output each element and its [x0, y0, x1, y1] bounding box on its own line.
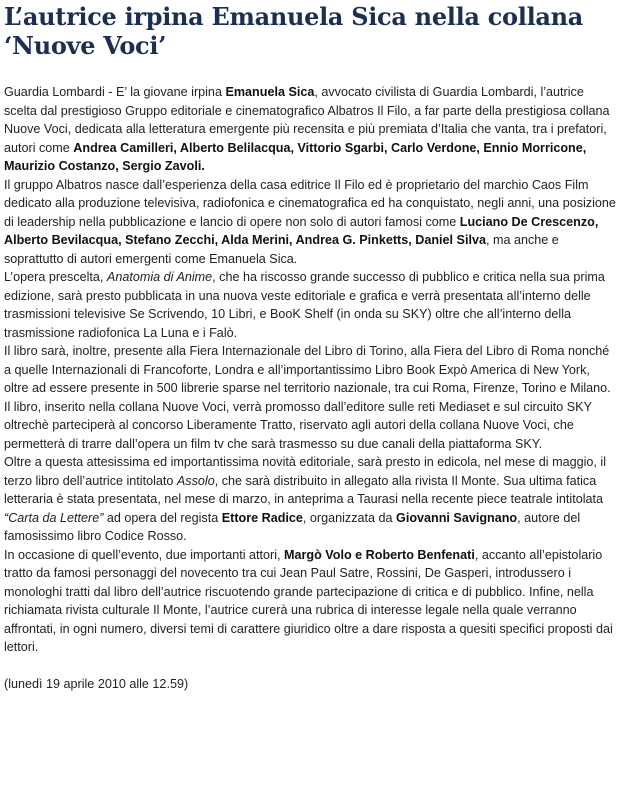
- article-paragraph: [4, 176, 616, 269]
- italic-text: “Carta da Lettere”: [4, 510, 104, 525]
- bold-text: Andrea Camilleri, Alberto Belilacqua, Vittorio Sgarbi, Carlo Verdone, Ennio Morricone, Maurizio Costanzo, Sergio Zavoli.: [4, 140, 587, 173]
- paragraph-text: , che sarà distribuito in allegato alla rivista Il Monte. Sua ultima fatica letteraria è stata presentata, nel mese di marzo, in anteprima a Taurasi nella recente piece teatrale intitolata: [4, 473, 604, 506]
- article-body: [4, 83, 616, 694]
- paragraph-text: , organizzata da: [302, 510, 397, 525]
- paragraph-text: In occasione di quell’evento, due importanti attori,: [4, 547, 285, 562]
- paragraph-text: , autore del famosissimo libro Codice Rosso.: [4, 510, 581, 543]
- article-paragraphs: [4, 83, 616, 657]
- article-paragraph: [4, 546, 616, 657]
- article-paragraph: [4, 398, 616, 454]
- paragraph-text: Il libro sarà, inoltre, presente alla Fiera Internazionale del Libro di Torino, alla Fiera del Libro di Roma nonché a quelle Internazionali di Francoforte, Londra e all’importantissimo Libro Book Expò America di New York, oltre ad essere presente in 500 librerie sparse nel territorio nazionale, tra cui Roma, Firenze, Torino e Milano.: [4, 344, 611, 395]
- paragraph-spacer: [4, 657, 616, 676]
- paragraph-text: , avvocato civilista di Guardia Lombardi, l’autrice scelta dal prestigioso Gruppo editoriale e cinematografico Albatros Il Filo, a far parte della prestigiosa collana Nuove Voci, dedicata alla letteratura emergente più recensita e più premiata d’Italia che vanta, tra i prefatori, autori come: [4, 85, 610, 155]
- article-paragraph: [4, 83, 616, 176]
- paragraph-text: Guardia Lombardi - E’ la giovane irpina: [4, 85, 226, 99]
- article-paragraph: [4, 342, 616, 398]
- bold-text: Luciano De Crescenzo, Alberto Bevilacqua, Stefano Zecchi, Alda Merini, Andrea G. Pinketts, Daniel Silva: [4, 214, 599, 247]
- italic-text: Anatomia di Anime: [106, 270, 213, 284]
- paragraph-text: Oltre a questa attesissima ed importantissima novità editoriale, sarà presto in edicola, nel mese di maggio, il terzo libro dell’autrice intitolato: [4, 455, 606, 488]
- paragraph-text: Il libro, inserito nella collana Nuove Voci, verrà promosso dall’editore sulle reti Mediaset e sul circuito SKY oltrechè parteciperà al concorso Liberamente Tratto, riservato agli autori della collana Nuove Voci, che permetterà di trarre dall’opera un film tv che sarà trasmesso su due canali della piattaforma SKY.: [4, 399, 592, 451]
- paragraph-text: , accanto all’epistolario tratto da famosi personaggi del novecento tra cui Jean Paul Satre, Rossini, De Gasperi, introdussero i monologhi tratti dal libro dell’autrice riscuotendo grande partecipazione di critica e di pubblico. Infine, nella richiamata rivista culturale Il Monte, l’autrice curerà una rubrica di interesse legale nella quale verranno affrontati, in ogni numero, diversi temi di carattere giuridico oltre a dare risposta a quesiti specifici proposti dai lettori.: [4, 547, 613, 654]
- article-paragraph: [4, 268, 616, 342]
- bold-text: Ettore Radice: [221, 510, 303, 525]
- bold-text: Margò Volo e Roberto Benfenati: [284, 547, 475, 562]
- article-dateline: (lunedì 19 aprile 2010 alle 12.59): [4, 677, 189, 691]
- paragraph-text: ad opera del regista: [103, 510, 222, 525]
- paragraph-text: , ma anche e soprattutto di autori emergenti come Emanuela Sica.: [4, 233, 559, 266]
- article-paragraph: [4, 453, 616, 546]
- italic-text: Assolo: [176, 473, 215, 488]
- paragraph-text: L’opera prescelta,: [4, 270, 107, 284]
- article-title: L’autrice irpina Emanuela Sica nella collana ‘Nuove Voci’: [4, 2, 584, 60]
- paragraph-text: , che ha riscosso grande successo di pubblico e critica nella sua prima edizione, sarà presto pubblicata in una nuova veste editoriale e grafica e verrà presentata all’interno delle trasmissioni televisive Se Scrivendo, 10 Libri, e BooK Shelf (in onda su SKY) oltre che all’interno della trasmissione radiofonica La Luna e i Falò.: [4, 270, 605, 340]
- bold-text: Giovanni Savignano: [396, 510, 518, 525]
- paragraph-text: Il gruppo Albatros nasce dall’esperienza della casa editrice Il Filo ed è proprietario del marchio Caos Film dedicato alla produzione televisiva, radiofonica e cinematografica ed ha conquistato, negli anni, una posizione di leadership nella pubblicazione e lancio di opere non solo di autori famosi come: [4, 177, 616, 229]
- bold-text: Emanuela Sica: [225, 85, 315, 99]
